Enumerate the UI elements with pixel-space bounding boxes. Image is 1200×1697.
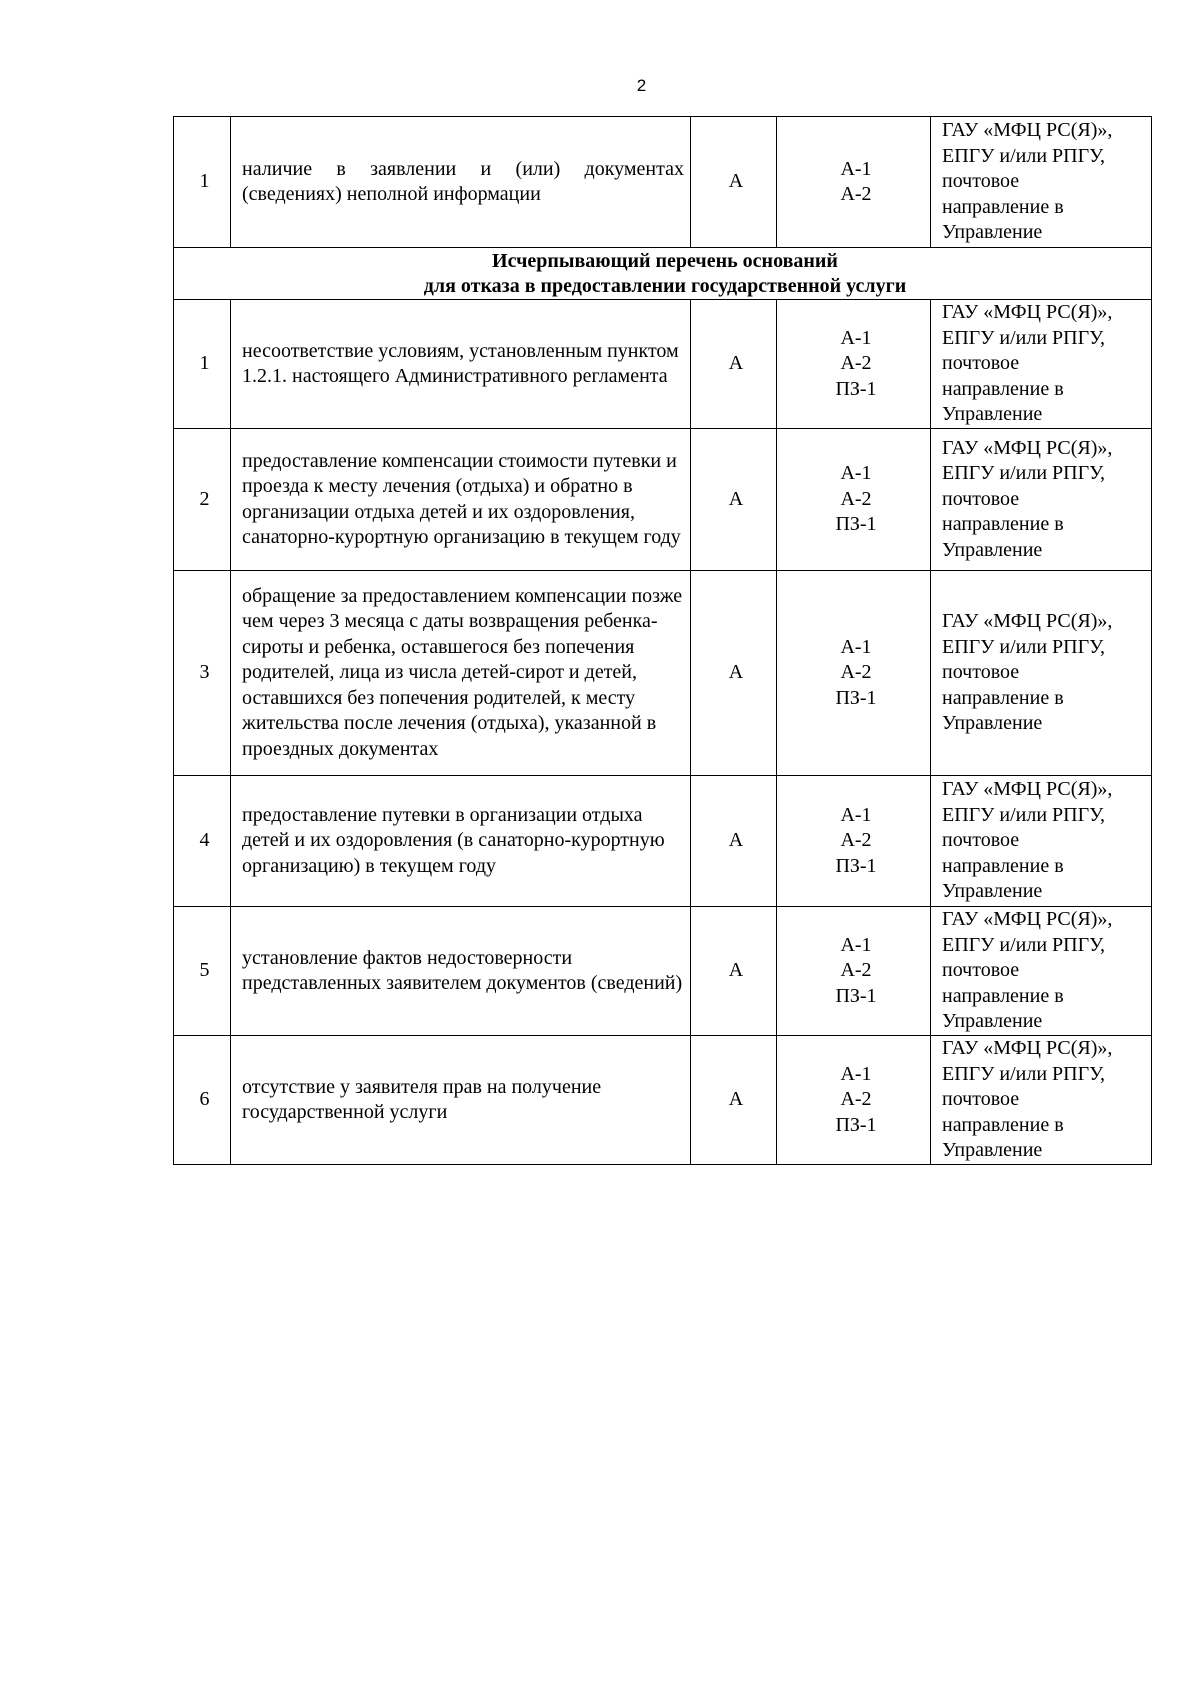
row-type: А	[691, 429, 777, 571]
row-number: 5	[174, 907, 231, 1036]
table-row	[174, 571, 1152, 776]
row-codes: А-1 А-2 ПЗ-1	[777, 571, 931, 776]
table-row	[174, 300, 1152, 429]
row-channels: ГАУ «МФЦ РС(Я)», ЕПГУ и/или РПГУ, почтовое направление в Управление	[931, 429, 1152, 571]
row-description: несоответствие условиям, установленным пунктом 1.2.1. настоящего Административного регламента	[231, 300, 691, 429]
table-row	[174, 1036, 1152, 1165]
row-description: предоставление путевки в организации отдыха детей и их оздоровления (в санаторно-курортную организацию) в текущем году	[231, 776, 691, 907]
table-row-top	[174, 117, 1152, 248]
row-number: 2	[174, 429, 231, 571]
row-type: А	[691, 571, 777, 776]
row-channels: ГАУ «МФЦ РС(Я)», ЕПГУ и/или РПГУ, почтовое направление в Управление	[931, 907, 1152, 1036]
row-description: обращение за предоставлением компенсации позже чем через 3 месяца с даты возвращения ребенка-сироты и ребенка, оставшегося без попечения родителей, лица из числа детей-сирот и детей, оставшихся без попечения родителей, к месту жительства после лечения (отдыха), указанной в проездных документах	[231, 571, 691, 776]
row-codes: А-1 А-2 ПЗ-1	[777, 429, 931, 571]
page-number: 2	[636, 76, 647, 95]
table-row	[174, 907, 1152, 1036]
section-header-row	[174, 248, 1152, 300]
row-number: 4	[174, 776, 231, 907]
table-row	[174, 429, 1152, 571]
row-number: 6	[174, 1036, 231, 1165]
row-type: А	[691, 776, 777, 907]
row-description: наличие в заявлении и (или) документах (сведениях) неполной информации	[231, 117, 691, 248]
row-channels: ГАУ «МФЦ РС(Я)», ЕПГУ и/или РПГУ, почтовое направление в Управление	[931, 300, 1152, 429]
row-number: 1	[174, 117, 231, 248]
row-codes: А-1 А-2	[777, 117, 931, 248]
row-codes: А-1 А-2 ПЗ-1	[777, 907, 931, 1036]
row-codes: А-1 А-2 ПЗ-1	[777, 1036, 931, 1165]
table-row	[174, 776, 1152, 907]
row-codes: А-1 А-2 ПЗ-1	[777, 776, 931, 907]
row-type: А	[691, 1036, 777, 1165]
row-type: А	[691, 907, 777, 1036]
row-codes: А-1 А-2 ПЗ-1	[777, 300, 931, 429]
row-number: 1	[174, 300, 231, 429]
row-description: предоставление компенсации стоимости путевки и проезда к месту лечения (отдыха) и обратно в организации отдыха детей и их оздоровления, санаторно-курортную организацию в текущем году	[231, 429, 691, 571]
row-channels: ГАУ «МФЦ РС(Я)», ЕПГУ и/или РПГУ, почтовое направление в Управление	[931, 117, 1152, 248]
row-channels: ГАУ «МФЦ РС(Я)», ЕПГУ и/или РПГУ, почтовое направление в Управление	[931, 776, 1152, 907]
row-type: А	[691, 117, 777, 248]
row-type: А	[691, 300, 777, 429]
row-number: 3	[174, 571, 231, 776]
row-description: установление фактов недостоверности представленных заявителем документов (сведений)	[231, 907, 691, 1036]
section-header: Исчерпывающий перечень оснований для отказа в предоставлении государственной услуги	[174, 248, 1152, 300]
row-channels: ГАУ «МФЦ РС(Я)», ЕПГУ и/или РПГУ, почтовое направление в Управление	[931, 1036, 1152, 1165]
row-description: отсутствие у заявителя прав на получение государственной услуги	[231, 1036, 691, 1165]
grounds-table	[173, 116, 1152, 1165]
row-channels: ГАУ «МФЦ РС(Я)», ЕПГУ и/или РПГУ, почтовое направление в Управление	[931, 571, 1152, 776]
